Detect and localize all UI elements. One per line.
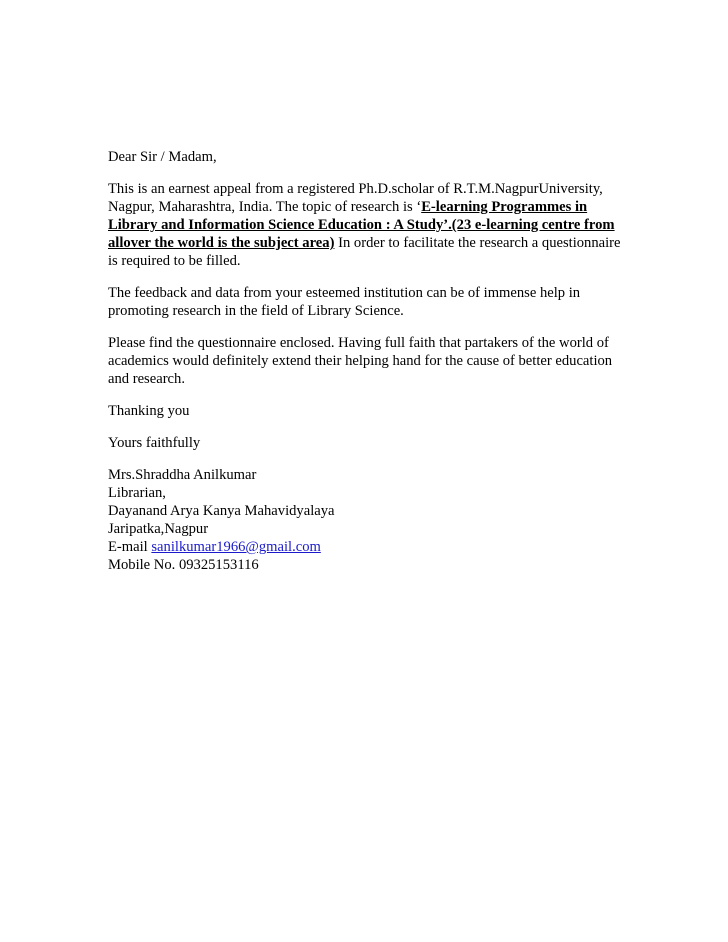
closing-text: Yours faithfully bbox=[108, 435, 201, 451]
feedback-line-1: The feedback and data from your esteemed institution can be of immense help in bbox=[108, 285, 581, 301]
appeal-line-5: is required to be filled. bbox=[108, 253, 241, 269]
feedback-line-2: promoting research in the field of Library Science. bbox=[108, 303, 404, 319]
questionnaire-line-2: academics would definitely extend their helping hand for the cause of better education bbox=[108, 353, 613, 369]
appeal-line-4 bbox=[108, 234, 628, 252]
signatory-mobile: Mobile No. 09325153116 bbox=[108, 557, 259, 573]
questionnaire-paragraph bbox=[108, 334, 628, 388]
appeal-paragraph bbox=[108, 180, 628, 270]
thanks-line bbox=[108, 402, 628, 420]
research-topic-part-1: E-learning Programmes in bbox=[421, 199, 588, 215]
salutation-text: Dear Sir / Madam, bbox=[108, 149, 217, 165]
email-link[interactable]: sanilkumar1966@gmail.com bbox=[151, 539, 321, 555]
appeal-line-2 bbox=[108, 198, 628, 216]
questionnaire-line-3: and research. bbox=[108, 371, 185, 387]
signatory-name: Mrs.Shraddha Anilkumar bbox=[108, 467, 257, 483]
feedback-paragraph bbox=[108, 284, 628, 320]
signatory-institution: Dayanand Arya Kanya Mahavidyalaya bbox=[108, 503, 335, 519]
salutation bbox=[108, 148, 628, 166]
questionnaire-line-1: Please find the questionnaire enclosed. Having full faith that partakers of the world of bbox=[108, 335, 609, 351]
signatory-location: Jaripatka,Nagpur bbox=[108, 521, 209, 537]
email-label: E-mail bbox=[108, 539, 152, 555]
research-topic-part-3: allover the world is the subject area) bbox=[108, 235, 335, 251]
closing-line bbox=[108, 434, 628, 452]
signatory-email-line bbox=[108, 538, 628, 556]
thanks-text: Thanking you bbox=[108, 403, 190, 419]
appeal-line-3 bbox=[108, 216, 628, 234]
signature-block bbox=[108, 466, 628, 574]
research-topic-part-2: Library and Information Science Education : A Study’.(23 e-learning centre from bbox=[108, 217, 615, 233]
appeal-line-1: This is an earnest appeal from a registered Ph.D.scholar of R.T.M.NagpurUniversity, bbox=[108, 181, 603, 197]
letter-body bbox=[108, 148, 628, 574]
appeal-line-4-text: In order to facilitate the research a questionnaire bbox=[334, 235, 621, 251]
signatory-title: Librarian, bbox=[108, 485, 166, 501]
appeal-line-2-text: Nagpur, Maharashtra, India. The topic of research is ‘ bbox=[108, 199, 422, 215]
